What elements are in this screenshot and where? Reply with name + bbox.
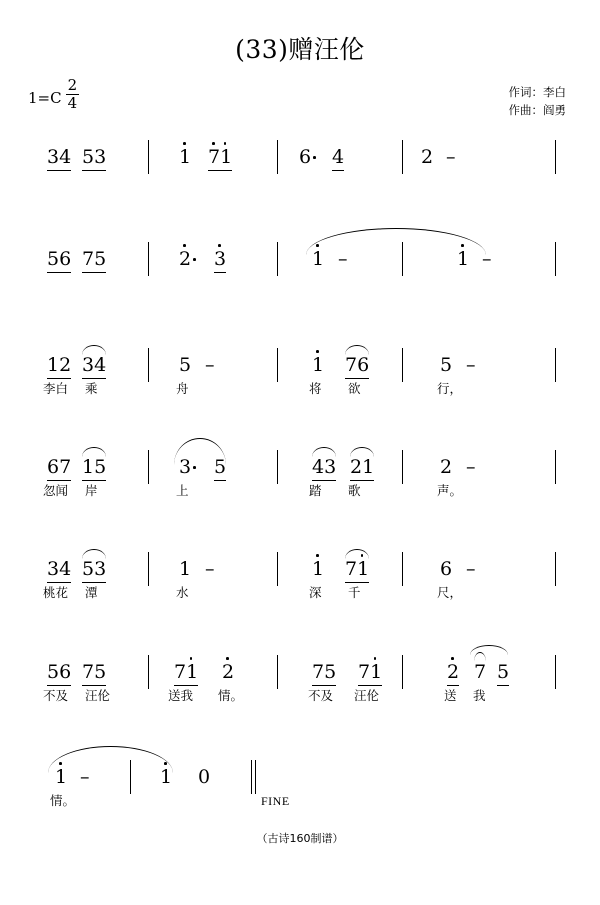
barline xyxy=(402,552,403,586)
lyric-syllable: 岸 xyxy=(85,483,98,498)
note-slur xyxy=(345,345,369,355)
key-signature-label: 1=C xyxy=(28,89,62,107)
staff-system xyxy=(0,232,600,324)
staff-system xyxy=(0,338,600,430)
barline xyxy=(148,140,149,174)
octave-dot xyxy=(218,244,221,247)
barline xyxy=(277,552,278,586)
beam-underline xyxy=(47,685,71,686)
barline xyxy=(555,655,556,689)
note-number: 71 xyxy=(345,560,369,579)
note-number: 34 xyxy=(47,148,71,167)
note-number: 4 xyxy=(332,148,344,167)
note-number: 43 xyxy=(312,458,336,477)
beam-underline xyxy=(214,480,226,481)
lyric-syllable: 不及 xyxy=(308,688,334,703)
composer-credit: 作曲：阎勇 xyxy=(508,102,566,117)
note-slur xyxy=(345,549,369,559)
note-number: 5 xyxy=(497,663,509,682)
lyric-syllable: 送我 xyxy=(168,688,194,703)
note-number: 12 xyxy=(47,356,71,375)
beam-underline xyxy=(208,170,232,171)
note-number: 1 xyxy=(179,558,192,580)
note-number: 7 xyxy=(474,663,486,682)
lyric-syllable: 潭 xyxy=(85,585,98,600)
augmentation-dot xyxy=(193,258,196,261)
lyric-syllable: 不及 xyxy=(43,688,69,703)
octave-dot xyxy=(374,657,377,660)
lyric-syllable: 千 xyxy=(348,585,361,600)
note-extension-dash: – xyxy=(205,558,215,580)
beam-underline xyxy=(82,480,106,481)
barline xyxy=(277,140,278,174)
note-number: 76 xyxy=(345,356,369,375)
note-number: 71 xyxy=(208,148,232,167)
note-number: 5 xyxy=(179,354,192,376)
barline xyxy=(148,450,149,484)
phrase-slur xyxy=(306,228,486,255)
note-slur xyxy=(82,549,106,559)
phrase-slur xyxy=(470,645,508,655)
note-number: 71 xyxy=(174,663,198,682)
beam-underline xyxy=(358,685,382,686)
beam-underline xyxy=(214,272,226,273)
note-number: 2 xyxy=(179,250,191,269)
note-number: 56 xyxy=(47,663,71,682)
time-signature-numerator: 2 xyxy=(67,76,78,94)
note-number: 1 xyxy=(160,768,172,787)
augmentation-dot xyxy=(193,466,196,469)
barline xyxy=(277,348,278,382)
note-extension-dash: – xyxy=(205,354,215,376)
beam-underline xyxy=(47,582,71,583)
barline xyxy=(555,552,556,586)
note-number: 0 xyxy=(198,766,211,788)
octave-dot xyxy=(316,554,319,557)
note-extension-dash: – xyxy=(466,558,476,580)
note-number: 75 xyxy=(82,250,106,269)
lyric-syllable: 李白 xyxy=(43,381,69,396)
barline xyxy=(277,242,278,276)
phrase-slur xyxy=(48,746,173,773)
barline xyxy=(148,348,149,382)
lyric-syllable: 声。 xyxy=(437,483,463,498)
beam-underline xyxy=(82,378,106,379)
note-number: 21 xyxy=(350,458,374,477)
staff-system xyxy=(0,542,600,634)
octave-dot xyxy=(190,657,193,660)
lyric-syllable: 乘 xyxy=(85,381,98,396)
note-number: 1 xyxy=(457,250,469,269)
staff-system xyxy=(0,130,600,222)
note-number: 2 xyxy=(421,146,434,168)
barline xyxy=(555,450,556,484)
barline-thick xyxy=(255,760,256,794)
barline xyxy=(277,655,278,689)
note-number: 1 xyxy=(179,148,191,167)
credits-block xyxy=(509,84,567,120)
footer-note: （古诗160制谱） xyxy=(256,832,344,845)
page-title: (33)赠汪伦 xyxy=(235,35,365,64)
barline-thin xyxy=(251,760,252,794)
lyric-syllable: 水 xyxy=(176,585,189,600)
note-number: 3 xyxy=(214,250,226,269)
lyric-syllable: 行， xyxy=(437,381,463,396)
staff-system xyxy=(0,645,600,737)
lyric-syllable: 桃花 xyxy=(43,585,69,600)
fine-marking: FINE xyxy=(261,794,290,808)
lyric-syllable: 汪伦 xyxy=(354,688,380,703)
lyric-syllable: 深 xyxy=(309,585,322,600)
note-number: 15 xyxy=(82,458,106,477)
beam-underline xyxy=(350,480,374,481)
note-slur xyxy=(350,447,374,457)
note-number: 5 xyxy=(440,354,453,376)
lyric-syllable: 欲 xyxy=(348,381,361,396)
lyricist-credit: 作词：李白 xyxy=(508,85,566,99)
beam-underline xyxy=(332,170,344,171)
octave-dot xyxy=(226,657,229,660)
lyric-syllable: 忽闻 xyxy=(43,483,69,498)
note-extension-dash: – xyxy=(446,146,456,168)
barline xyxy=(402,450,403,484)
barline xyxy=(555,348,556,382)
note-number: 53 xyxy=(82,148,106,167)
note-number: 2 xyxy=(440,456,453,478)
key-and-time-signature xyxy=(28,78,79,111)
octave-dot xyxy=(212,142,215,145)
lyric-syllable: 情。 xyxy=(218,688,244,703)
beam-underline xyxy=(312,685,336,686)
barline xyxy=(277,450,278,484)
note-number: 75 xyxy=(312,663,336,682)
barline xyxy=(148,242,149,276)
phrase-slur xyxy=(174,438,226,465)
beam-underline xyxy=(497,685,509,686)
lyric-syllable: 歌 xyxy=(348,483,361,498)
time-signature xyxy=(66,78,80,111)
note-number: 1 xyxy=(312,250,324,269)
note-number: 6 xyxy=(299,148,311,167)
note-number: 6 xyxy=(440,558,453,580)
staff-system xyxy=(0,750,600,842)
lyric-syllable: 尺， xyxy=(437,585,463,600)
lyric-syllable: 踏 xyxy=(309,483,322,498)
barline xyxy=(555,140,556,174)
beam-underline xyxy=(47,480,71,481)
time-signature-denominator: 4 xyxy=(67,94,78,112)
note-extension-dash: – xyxy=(338,248,348,270)
beam-underline xyxy=(47,378,71,379)
octave-dot xyxy=(316,350,319,353)
beam-underline xyxy=(345,378,369,379)
octave-dot xyxy=(451,657,454,660)
beam-underline xyxy=(47,170,71,171)
note-number: 1 xyxy=(312,356,324,375)
note-number: 75 xyxy=(82,663,106,682)
beam-underline xyxy=(82,272,106,273)
lyric-syllable: 情。 xyxy=(50,793,76,808)
beam-underline xyxy=(82,685,106,686)
note-number: 53 xyxy=(82,560,106,579)
octave-dot xyxy=(224,142,227,145)
lyric-syllable: 汪伦 xyxy=(85,688,111,703)
lyric-syllable: 我 xyxy=(473,688,486,703)
note-extension-dash: – xyxy=(466,456,476,478)
note-number: 71 xyxy=(358,663,382,682)
note-number: 67 xyxy=(47,458,71,477)
note-extension-dash: – xyxy=(80,766,90,788)
barline xyxy=(555,242,556,276)
beam-underline xyxy=(82,582,106,583)
note-number: 1 xyxy=(55,768,67,787)
beam-underline xyxy=(312,480,336,481)
octave-dot xyxy=(183,244,186,247)
note-number: 56 xyxy=(47,250,71,269)
beam-underline xyxy=(345,582,369,583)
note-extension-dash: – xyxy=(482,248,492,270)
note-extension-dash: – xyxy=(466,354,476,376)
note-number: 2 xyxy=(447,663,459,682)
beam-underline xyxy=(174,685,198,686)
barline xyxy=(148,552,149,586)
note-slur xyxy=(82,345,106,355)
barline xyxy=(402,348,403,382)
lyric-syllable: 将 xyxy=(309,381,322,396)
lyric-syllable: 舟 xyxy=(176,381,189,396)
barline xyxy=(402,140,403,174)
note-number: 34 xyxy=(47,560,71,579)
octave-dot xyxy=(183,142,186,145)
barline xyxy=(402,655,403,689)
note-number: 2 xyxy=(222,663,234,682)
beam-underline xyxy=(82,170,106,171)
beam-underline xyxy=(47,272,71,273)
note-number: 3 xyxy=(179,458,191,477)
note-number: 1 xyxy=(312,560,324,579)
note-slur xyxy=(312,447,336,457)
barline xyxy=(148,655,149,689)
lyric-syllable: 上 xyxy=(176,483,189,498)
augmentation-dot xyxy=(313,156,316,159)
note-slur xyxy=(82,447,106,457)
staff-system xyxy=(0,440,600,532)
beam-underline xyxy=(447,685,459,686)
note-number: 34 xyxy=(82,356,106,375)
note-number: 5 xyxy=(214,458,226,477)
lyric-syllable: 送 xyxy=(444,688,457,703)
